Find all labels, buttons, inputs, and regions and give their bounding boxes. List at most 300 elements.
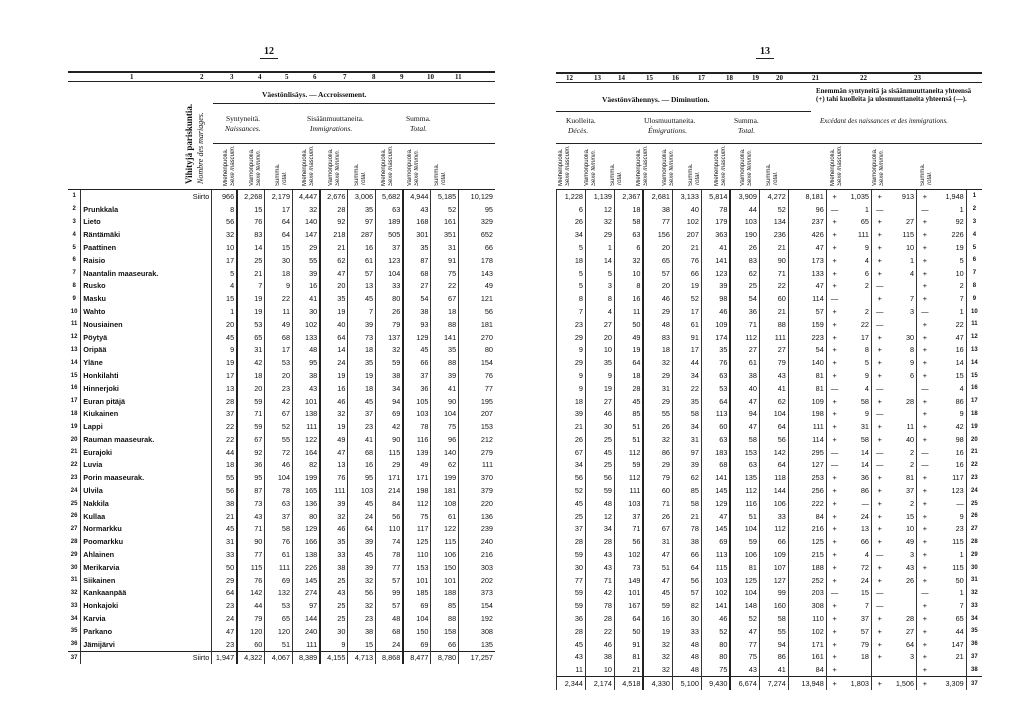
data-cell: 23 (557, 318, 586, 331)
municipality-name: Honkajoki (83, 601, 119, 611)
data-cell: 301 (403, 228, 431, 241)
data-cell: 94 (376, 395, 404, 408)
data-cell: 103 (701, 574, 730, 587)
data-cell: 17 (212, 369, 237, 382)
row-number: 32 (966, 587, 982, 600)
data-cell: 78 (672, 523, 701, 536)
sign-cell: + (826, 600, 842, 613)
data-cell: 52 (759, 203, 788, 216)
data-cell: 116 (403, 433, 431, 446)
data-cell: 4 (864, 383, 869, 393)
data-cell: 226 (951, 230, 964, 240)
sign-cell: — (826, 446, 842, 459)
data-cell: 57 (788, 305, 826, 318)
table-row (68, 344, 495, 357)
sub-label-total_label_fr: Total. (695, 171, 701, 186)
data-cell: 18 (557, 254, 586, 267)
data-cell: 37 (905, 486, 915, 496)
sign-cell: + (917, 484, 933, 497)
data-cell: 65 (643, 254, 672, 267)
sub-label-female_label_fr: Sexe féminin. (591, 149, 597, 186)
data-cell: 18 (212, 459, 237, 472)
data-cell: 62 (759, 395, 788, 408)
sign-cell: + (871, 638, 887, 651)
data-cell: 27 (585, 395, 614, 408)
data-cell: 64 (905, 639, 915, 649)
data-cell: 18 (265, 267, 293, 280)
data-cell: 91 (614, 638, 643, 651)
data-cell: 37 (860, 614, 869, 624)
data-cell: 90 (759, 254, 788, 267)
data-cell: 18 (643, 344, 672, 357)
data-cell: 2,344 (557, 677, 586, 690)
data-cell: 77 (376, 561, 404, 574)
col-number: 5 (285, 73, 289, 81)
table-row (68, 574, 495, 587)
data-cell: 24 (320, 356, 348, 369)
sign-cell: + (871, 228, 887, 241)
data-cell: 88 (759, 318, 788, 331)
sign-cell: — (917, 305, 933, 318)
data-cell: 373 (459, 587, 495, 600)
data-cell: 17 (672, 344, 701, 357)
row-number: 10 (68, 305, 81, 318)
data-cell: 4,322 (237, 651, 265, 664)
data-cell: 44 (237, 600, 265, 613)
data-cell: 18 (348, 382, 376, 395)
sign-cell: + (871, 356, 887, 369)
data-cell: 42 (585, 587, 614, 600)
table-row (68, 190, 495, 203)
sub-label-total_label: Summa. (434, 163, 440, 186)
data-cell: 41 (293, 292, 321, 305)
data-cell: 5,682 (376, 190, 404, 203)
sign-cell: + (871, 625, 887, 638)
data-cell: 22 (585, 625, 614, 638)
sub-label-total_label: Summa. (610, 163, 616, 186)
municipality-name: Karvia (83, 614, 106, 624)
data-cell: 67 (557, 446, 586, 459)
data-cell: 41 (701, 241, 730, 254)
data-cell: 69 (701, 536, 730, 549)
data-cell: 9 (864, 242, 869, 252)
data-cell: 28 (557, 536, 586, 549)
data-cell: 13 (320, 459, 348, 472)
data-cell: 39 (348, 318, 376, 331)
data-cell: 226 (293, 561, 321, 574)
table-row (557, 433, 983, 446)
table-row (68, 292, 495, 305)
data-cell: 21 (955, 652, 964, 662)
data-cell: 44 (730, 203, 759, 216)
row-number: 31 (68, 574, 81, 587)
data-cell: 49 (403, 459, 431, 472)
data-cell: 110 (403, 548, 431, 561)
data-cell: 10 (614, 267, 643, 280)
data-cell: 97 (672, 446, 701, 459)
data-cell: 35 (403, 241, 431, 254)
data-cell: 15 (860, 588, 869, 598)
data-cell: 53 (701, 382, 730, 395)
data-cell: 21 (672, 241, 701, 254)
data-cell: 8,868 (376, 651, 404, 664)
data-cell: 31 (643, 536, 672, 549)
sign-cell: + (917, 638, 933, 651)
data-cell: 5 (959, 255, 964, 265)
sign-cell: + (917, 190, 933, 203)
data-cell: 22 (431, 280, 459, 293)
data-cell: 308 (788, 600, 826, 613)
data-cell: 61 (348, 254, 376, 267)
row-number: 13 (966, 344, 982, 357)
sign-cell: + (871, 254, 887, 267)
table-row (68, 356, 495, 369)
data-cell: 86 (759, 651, 788, 664)
data-cell: 77 (237, 548, 265, 561)
data-cell: 51 (643, 561, 672, 574)
data-cell: 145 (701, 484, 730, 497)
row-number: 17 (966, 395, 982, 408)
data-cell: 140 (431, 446, 459, 459)
table-row (68, 241, 495, 254)
data-cell: 48 (672, 638, 701, 651)
data-cell: 37 (403, 369, 431, 382)
data-cell: 4 (910, 268, 915, 278)
data-cell: 5,185 (431, 190, 459, 203)
data-cell: 159 (788, 318, 826, 331)
data-cell: 31 (672, 433, 701, 446)
data-cell: 11 (557, 663, 586, 676)
r-decrease-rule (556, 111, 811, 112)
row-number: 35 (68, 625, 81, 638)
data-cell: 38 (672, 536, 701, 549)
data-cell: 112 (730, 484, 759, 497)
data-cell: 45 (348, 497, 376, 510)
data-cell: 22 (265, 292, 293, 305)
excess-header-fr: Excédant des naissances et des immigrations. (820, 117, 948, 125)
table-row (557, 587, 983, 600)
municipality-name: Ahlainen (83, 550, 115, 560)
data-cell: 154 (459, 356, 495, 369)
data-cell: 5 (864, 358, 869, 368)
data-cell: 158 (431, 625, 459, 638)
data-cell: 25 (585, 433, 614, 446)
sign-cell: + (826, 420, 842, 433)
table-row (557, 459, 983, 472)
data-cell: 20 (585, 331, 614, 344)
data-cell: 17 (265, 203, 293, 216)
table-row (68, 254, 495, 267)
data-cell: 98 (955, 434, 964, 444)
data-cell: 96 (431, 433, 459, 446)
sign-cell: + (871, 574, 887, 587)
data-cell: 103 (403, 408, 431, 421)
data-cell: 129 (701, 497, 730, 510)
data-cell: 90 (237, 536, 265, 549)
sign-cell: + (826, 280, 842, 293)
data-cell: 33 (672, 625, 701, 638)
data-cell: 58 (730, 433, 759, 446)
row-number: 13 (68, 344, 81, 357)
data-cell: 64 (614, 612, 643, 625)
data-cell: 111 (293, 420, 321, 433)
data-cell: 68 (403, 267, 431, 280)
data-cell: 48 (672, 663, 701, 676)
data-cell: 72 (265, 446, 293, 459)
table-row (557, 536, 983, 549)
row-number: 27 (68, 523, 81, 536)
data-cell: 69 (403, 638, 431, 651)
data-cell: 23 (265, 382, 293, 395)
data-cell: 8 (614, 280, 643, 293)
data-cell: 20 (643, 280, 672, 293)
data-cell: 86 (860, 486, 869, 496)
data-cell: 18 (614, 203, 643, 216)
data-cell: 9 (910, 358, 915, 368)
data-cell: 14 (860, 460, 869, 470)
data-cell: 32 (614, 254, 643, 267)
col-number: 4 (258, 73, 262, 81)
data-cell: 141 (701, 254, 730, 267)
data-cell: 8 (910, 345, 915, 355)
col-number: 12 (566, 74, 573, 82)
sign-cell: + (917, 420, 933, 433)
data-cell: 64 (759, 420, 788, 433)
data-cell: 14 (860, 447, 869, 457)
data-cell: 52 (265, 420, 293, 433)
data-cell: 141 (431, 331, 459, 344)
table-row (557, 228, 983, 241)
data-cell: 25 (585, 459, 614, 472)
data-cell: 4,330 (643, 677, 672, 690)
data-cell: 39 (293, 267, 321, 280)
data-cell: 38 (403, 305, 431, 318)
table-row (68, 548, 495, 561)
data-cell: 3,309 (933, 677, 966, 690)
data-cell: 26 (557, 433, 586, 446)
data-cell: 54 (788, 344, 826, 357)
sub-label-total_label_fr: Total. (617, 171, 623, 186)
data-cell: 1 (959, 306, 964, 316)
data-cell: 32 (212, 228, 237, 241)
data-cell: 5,814 (701, 190, 730, 203)
sub-label-total_label: Summa. (920, 163, 926, 186)
data-cell: 27 (759, 344, 788, 357)
data-cell: 19 (955, 242, 964, 252)
data-cell: — (861, 498, 869, 508)
data-cell: 9 (265, 280, 293, 293)
sign-cell: + (826, 356, 842, 369)
data-cell: 56 (212, 484, 237, 497)
table-row (68, 420, 495, 433)
municipality-name: Rauman maaseurak. (83, 434, 155, 444)
data-cell: 1,947 (212, 651, 237, 664)
table-row (557, 663, 983, 676)
data-cell: 202 (459, 574, 495, 587)
data-cell: 166 (293, 536, 321, 549)
sign-cell: + (917, 663, 933, 676)
data-cell: 61 (730, 356, 759, 369)
data-cell: 35 (672, 395, 701, 408)
sign-cell: + (826, 241, 842, 254)
data-cell: 78 (403, 420, 431, 433)
row-number: 11 (966, 318, 982, 331)
data-cell: 29 (557, 331, 586, 344)
row-number: 5 (966, 241, 982, 254)
row-number: 35 (966, 625, 982, 638)
data-cell: 2 (910, 460, 915, 470)
data-cell: 110 (788, 612, 826, 625)
data-cell: 21 (237, 267, 265, 280)
data-cell: 81 (730, 561, 759, 574)
table-row (68, 216, 495, 229)
data-cell: 3 (910, 652, 915, 662)
data-cell: 19 (348, 369, 376, 382)
sign-cell: + (826, 331, 842, 344)
data-cell: 47 (730, 420, 759, 433)
data-cell: 45 (557, 497, 586, 510)
data-cell: 37 (212, 408, 237, 421)
sign-cell: + (826, 677, 842, 690)
sign-cell: + (871, 292, 887, 305)
data-cell: 71 (585, 574, 614, 587)
data-cell: 88 (431, 612, 459, 625)
data-cell: 51 (730, 510, 759, 523)
table-row (68, 561, 495, 574)
left-data-table (68, 190, 495, 664)
data-cell: 6 (864, 268, 869, 278)
sub-label-total_label_fr: Total. (282, 171, 288, 186)
data-cell: 25 (730, 280, 759, 293)
row-number: 26 (68, 510, 81, 523)
sign-cell: + (871, 190, 887, 203)
deaths-header: Kuolleita. (566, 116, 596, 125)
data-cell: 40 (320, 318, 348, 331)
data-cell: 55 (759, 625, 788, 638)
married-header-fr: Nombre des mariages. (196, 112, 205, 184)
births-header-fr: Naissances. (225, 124, 261, 133)
data-cell: 63 (614, 228, 643, 241)
data-cell: 32 (320, 408, 348, 421)
data-cell: 64 (759, 459, 788, 472)
sign-cell: + (826, 625, 842, 638)
data-cell: 10 (905, 524, 915, 534)
data-cell: 10 (585, 663, 614, 676)
sign-cell: + (826, 395, 842, 408)
data-cell: 29 (212, 574, 237, 587)
data-cell: 97 (293, 600, 321, 613)
table-row (557, 292, 983, 305)
data-cell: 111 (788, 420, 826, 433)
data-cell: 37 (265, 510, 293, 523)
data-cell: 115 (952, 562, 964, 572)
data-cell: 112 (403, 497, 431, 510)
data-cell: 34 (557, 228, 586, 241)
data-cell: 42 (265, 395, 293, 408)
data-cell: 154 (459, 600, 495, 613)
row-number: 9 (966, 292, 982, 305)
sign-cell: + (826, 651, 842, 664)
data-cell: 18 (860, 652, 869, 662)
data-cell: 4,713 (348, 651, 376, 664)
data-cell: 149 (614, 574, 643, 587)
data-cell: 15 (955, 370, 964, 380)
sign-cell: + (826, 472, 842, 485)
row-number: 7 (966, 267, 982, 280)
municipality-name: Honkilahti (83, 370, 119, 380)
data-cell: 32 (293, 203, 321, 216)
data-cell: 62 (730, 267, 759, 280)
sign-cell: + (917, 510, 933, 523)
sign-cell: + (826, 190, 842, 203)
data-cell: 207 (672, 228, 701, 241)
data-cell: 16 (348, 241, 376, 254)
table-row (557, 216, 983, 229)
data-cell: 21 (759, 241, 788, 254)
sign-cell: — (826, 459, 842, 472)
table-row (557, 190, 983, 203)
data-cell: 12 (585, 510, 614, 523)
sign-cell: + (871, 497, 887, 510)
row-number: 19 (966, 420, 982, 433)
data-cell: 198 (788, 408, 826, 421)
data-cell: 103 (730, 216, 759, 229)
data-cell: 28 (905, 396, 915, 406)
table-row (557, 548, 983, 561)
data-cell (842, 663, 871, 676)
row-number: 12 (68, 331, 81, 344)
data-cell: 4 (585, 305, 614, 318)
data-cell: 135 (459, 638, 495, 651)
data-cell: 85 (431, 600, 459, 613)
data-cell: 5 (557, 241, 586, 254)
data-cell: 4 (864, 550, 869, 560)
data-cell: 17 (672, 305, 701, 318)
data-cell: 91 (431, 254, 459, 267)
data-cell: 69 (265, 574, 293, 587)
row-number: 5 (68, 241, 81, 254)
municipality-name: Hinnerjoki (83, 383, 119, 393)
data-cell: 43 (730, 663, 759, 676)
data-cell: 171 (788, 638, 826, 651)
data-cell: 30 (293, 305, 321, 318)
sub-label-total_label: Summa. (688, 163, 694, 186)
data-cell: 85 (614, 408, 643, 421)
table-row (68, 446, 495, 459)
data-cell: 68 (265, 331, 293, 344)
table-row (68, 369, 495, 382)
sub-label-female_label: Vaimonpuolia. (249, 148, 255, 186)
data-cell: 57 (376, 574, 404, 587)
sign-cell: — (917, 459, 933, 472)
data-cell: 153 (403, 561, 431, 574)
data-cell: 20 (265, 369, 293, 382)
data-cell: 30 (585, 420, 614, 433)
data-cell: 21 (759, 305, 788, 318)
table-row (557, 203, 983, 216)
data-cell: 125 (730, 574, 759, 587)
data-cell: 59 (643, 600, 672, 613)
data-cell: 86 (643, 446, 672, 459)
data-cell: 168 (403, 216, 431, 229)
data-cell: 98 (701, 292, 730, 305)
data-cell: 16 (614, 292, 643, 305)
data-cell: 4 (212, 280, 237, 293)
data-cell: 2,174 (585, 677, 614, 690)
data-cell: 78 (265, 484, 293, 497)
data-cell: 14 (320, 344, 348, 357)
data-cell: 178 (459, 254, 495, 267)
